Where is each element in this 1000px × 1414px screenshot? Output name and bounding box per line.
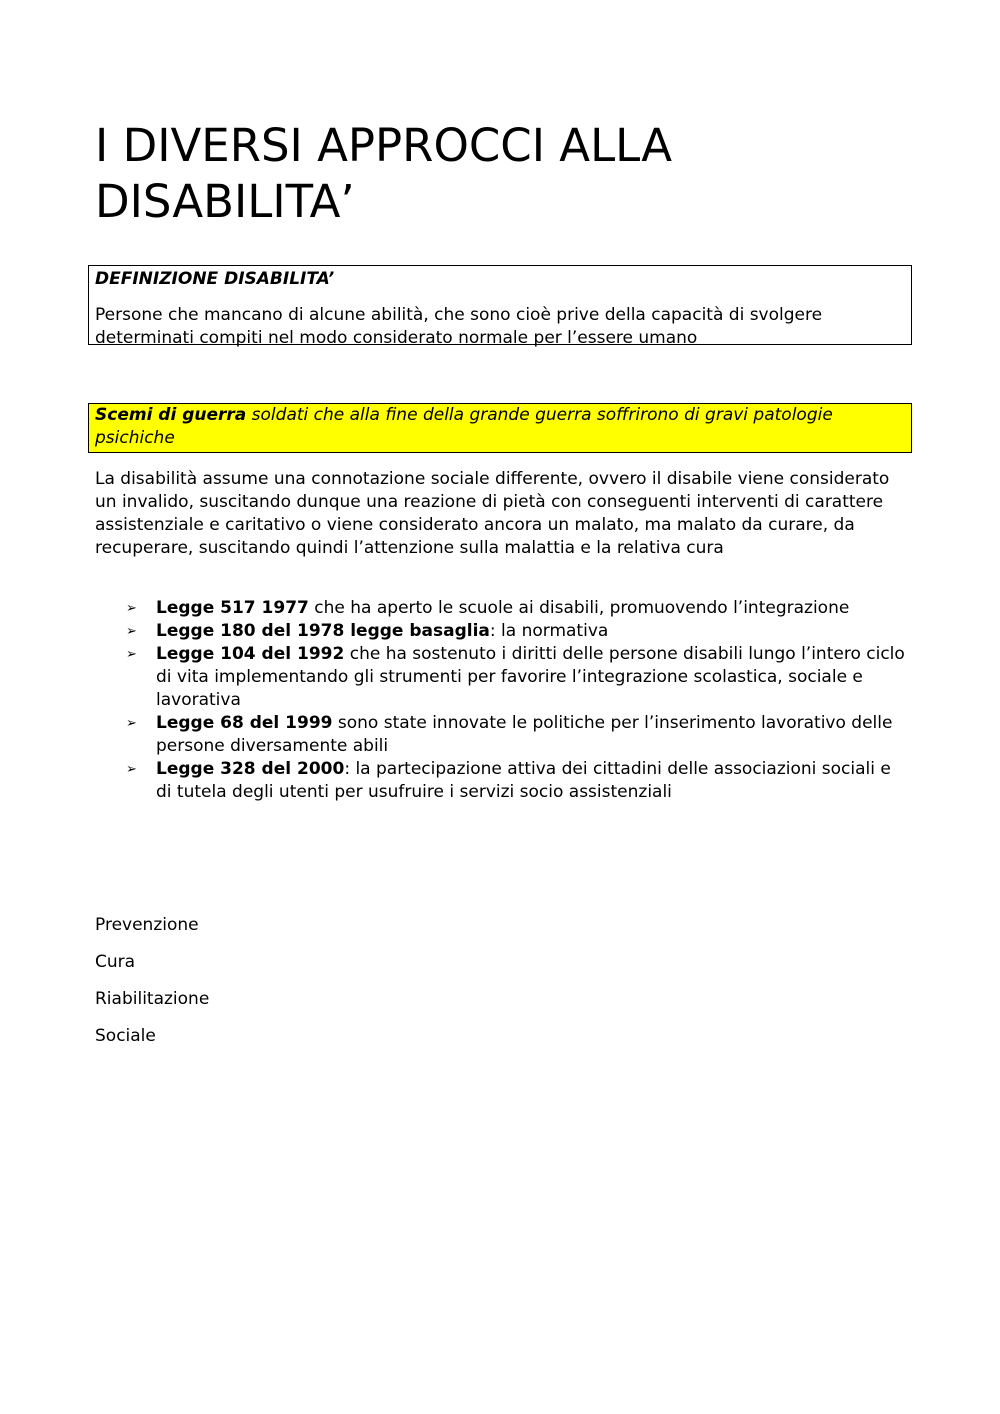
page-title: I DIVERSI APPROCCI ALLA DISABILITA’: [95, 119, 673, 228]
list-item: [95, 620, 905, 643]
law-name: Legge 104 del 1992: [156, 644, 345, 664]
law-list: [95, 597, 905, 804]
list-item: [95, 643, 905, 712]
approach-item-riabilitazione: Riabilitazione: [95, 989, 210, 1009]
arrowhead-bullet-icon: ➢: [126, 647, 137, 662]
approach-list: [95, 914, 495, 1062]
arrowhead-bullet-icon: ➢: [126, 624, 137, 639]
law-name: Legge 328 del 2000: [156, 759, 345, 779]
law-text: : la partecipazione attiva dei cittadini delle associazioni sociali e di tutela degli utenti per usufruire i servizi socio assistenziali: [156, 759, 891, 802]
law-text: che ha aperto le scuole ai disabili, promuovendo l’integrazione: [308, 598, 850, 618]
list-item: [95, 597, 905, 620]
arrowhead-bullet-icon: ➢: [126, 762, 137, 777]
law-name: Legge 180 del 1978 legge basaglia: [156, 621, 490, 641]
approach-item-sociale: Sociale: [95, 1026, 156, 1046]
definition-text: Persone che mancano di alcune abilità, che sono cioè prive della capacità di svolgere determinati compiti nel modo considerato normale per l’essere umano: [95, 305, 823, 348]
approach-item-cura: Cura: [95, 952, 136, 972]
list-item: [95, 712, 905, 758]
list-item: [95, 758, 905, 804]
definition-box: [88, 265, 912, 348]
law-name: Legge 68 del 1999: [156, 713, 333, 733]
approach-item-prevenzione: Prevenzione: [95, 915, 199, 935]
highlight-term: Scemi di guerra: [95, 405, 247, 425]
law-text: sono state innovate le politiche per l’inserimento lavorativo delle persone diversamente abili: [156, 713, 893, 756]
definition-heading: DEFINIZIONE DISABILITA’: [95, 269, 335, 289]
intro-paragraph: La disabilità assume una connotazione sociale differente, ovvero il disabile viene considerato un invalido, suscitando dunque una reazione di pietà con conseguenti interventi di carattere assistenziale e caritativo o viene considerato ancora un malato, ma malato da curare, da recuperare, suscitando quindi l’attenzione sulla malattia e la relativa cura: [95, 469, 890, 558]
law-text: che ha sostenuto i diritti delle persone disabili lungo l’intero ciclo di vita implementando gli strumenti per favorire l’integrazione scolastica, sociale e lavorativa: [156, 644, 905, 710]
arrowhead-bullet-icon: ➢: [126, 716, 137, 731]
law-text: : la normativa: [489, 621, 609, 641]
highlight-box: [88, 403, 912, 453]
highlight-text: soldati che alla fine della grande guerra soffrirono di gravi patologie psichiche: [95, 405, 833, 448]
arrowhead-bullet-icon: ➢: [126, 601, 137, 616]
law-name: Legge 517 1977: [156, 598, 309, 618]
